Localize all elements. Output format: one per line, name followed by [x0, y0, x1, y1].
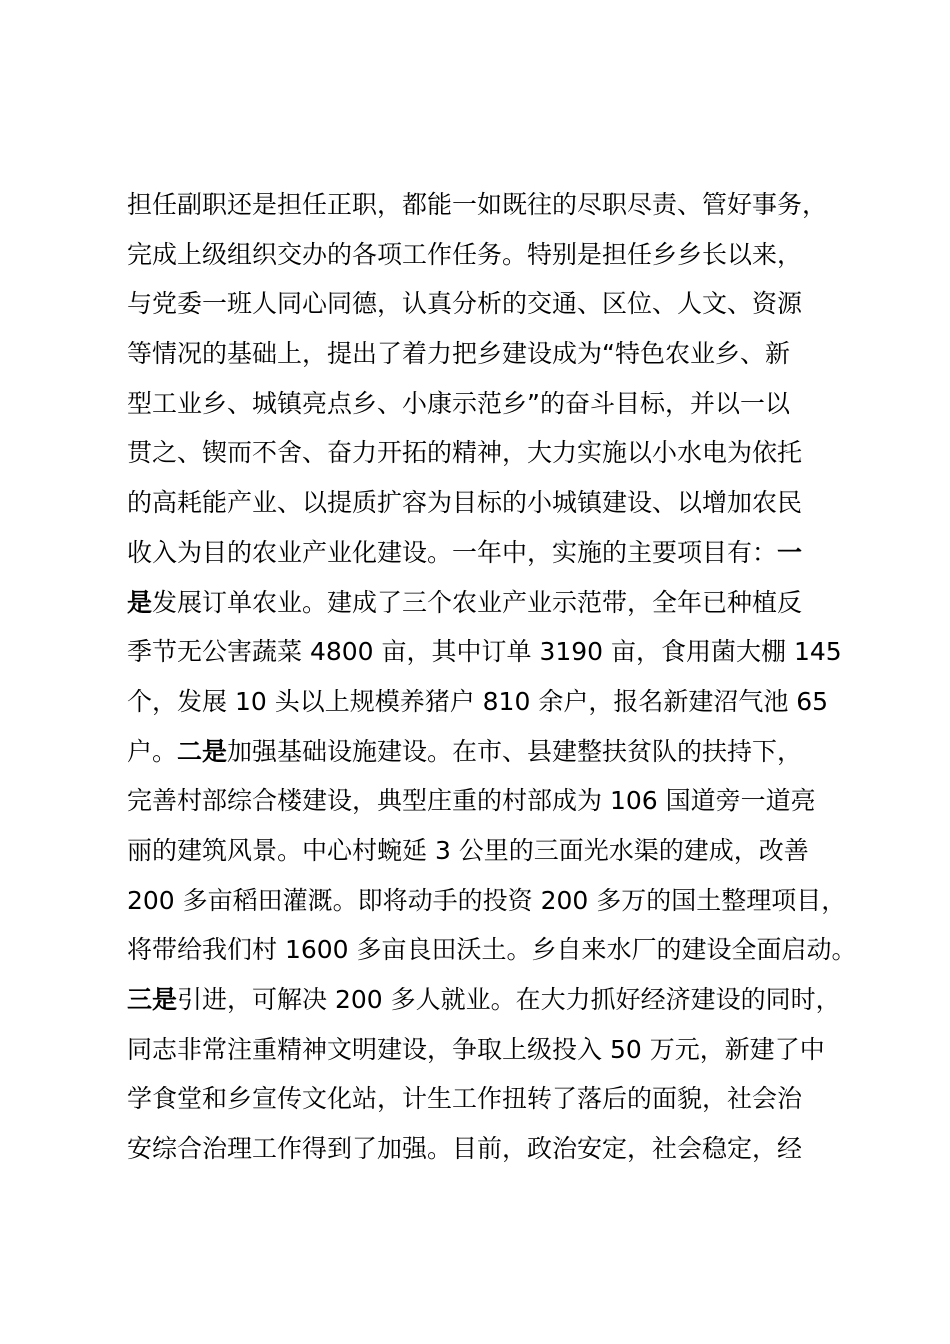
line-text: 与党委一班人同心同德，认真分析的交通、区位、人文、资源: [127, 289, 803, 319]
line-text: 发展订单农业。建成了三个农业产业示范带，全年已种植反: [152, 587, 803, 617]
text-line: [127, 1074, 857, 1124]
text-line: [127, 975, 857, 1025]
text-line: [127, 528, 857, 578]
line-text: 户。: [127, 736, 178, 766]
text-line: [127, 428, 857, 478]
text-line: [127, 876, 857, 926]
text-line: [127, 329, 857, 379]
text-line: [127, 1025, 857, 1075]
line-text: 加强基础设施建设。在市、县建整扶贫队的扶持下，: [227, 736, 803, 766]
line-text: 引进，可解决 200 多人就业。在大力抓好经济建设的同时，: [177, 985, 841, 1014]
bold-marker-text: 一: [777, 537, 803, 567]
text-line: [127, 478, 857, 528]
body-paragraph: [127, 180, 857, 1174]
line-text: 完善村部综合楼建设，典型庄重的村部成为 106 国道旁一道亮: [127, 786, 816, 816]
bold-marker-text: 三是: [127, 985, 178, 1014]
line-text: 同志非常注重精神文明建设，争取上级投入 50 万元，新建了中: [127, 1034, 825, 1064]
line-text: 200 多亩稻田灌溉。即将动手的投资 200 多万的国土整理项目，: [127, 885, 847, 915]
line-text: 的高耗能产业、以提质扩容为目标的小城镇建设、以增加农民: [127, 488, 803, 518]
text-line: [127, 727, 857, 777]
text-line: [127, 230, 857, 280]
text-line: [127, 279, 857, 329]
line-text: 完成上级组织交办的各项工作任务。特别是担任乡乡长以来，: [127, 239, 803, 269]
line-text: 学食堂和乡宣传文化站，计生工作扭转了落后的面貌，社会治: [127, 1084, 803, 1114]
line-text: 型工业乡、城镇亮点乡、小康示范乡”的奋斗目标，并以一以: [127, 388, 790, 418]
line-text: 季节无公害蔬菜 4800 亩，其中订单 3190 亩，食用菌大棚 145: [127, 637, 842, 667]
line-text: 将带给我们村 1600 多亩良田沃土。乡自来水厂的建设全面启动。: [127, 935, 857, 965]
text-line: [127, 627, 857, 677]
text-line: [127, 1124, 857, 1174]
text-line: [127, 826, 857, 876]
line-text: 收入为目的农业产业化建设。一年中，实施的主要项目有：: [127, 537, 778, 567]
line-text: 等情况的基础上，提出了着力把乡建设成为“特色农业乡、新: [127, 339, 790, 369]
text-line: [127, 677, 857, 727]
text-line: [127, 776, 857, 826]
text-line: [127, 180, 857, 230]
line-text: 个，发展 10 头以上规模养猪户 810 余户，报名新建沼气池 65: [127, 686, 829, 716]
line-text: 安综合治理工作得到了加强。目前，政治安定，社会稳定，经: [127, 1134, 803, 1164]
bold-marker-text: 是: [127, 587, 153, 617]
bold-marker-text: 二是: [177, 736, 228, 766]
line-text: 丽的建筑风景。中心村蜿延 3 公里的三面光水渠的建成，改善: [127, 835, 809, 865]
text-line: [127, 379, 857, 429]
text-line: [127, 925, 857, 975]
line-text: 担任副职还是担任正职，都能一如既往的尽职尽责、管好事务，: [127, 190, 828, 219]
line-text: 贯之、锲而不舍、奋力开拓的精神，大力实施以小水电为依托: [127, 438, 803, 468]
text-line: [127, 578, 857, 628]
